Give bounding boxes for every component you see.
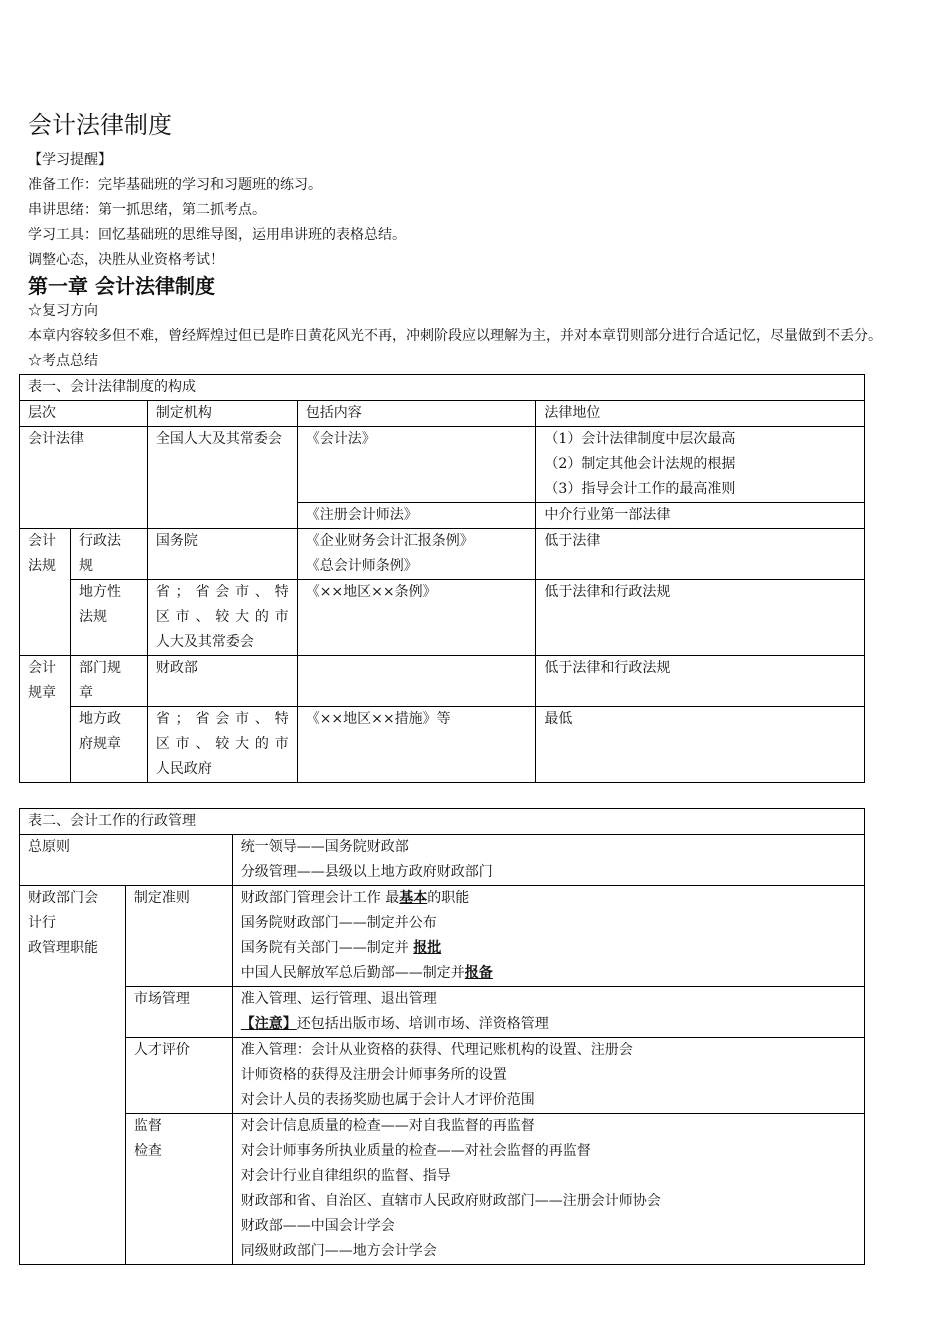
emphasis-text: 基本 <box>399 890 428 906</box>
group-line: 法规 <box>28 558 56 574</box>
summary-header: ☆考点总结 <box>28 353 98 369</box>
status-line: （2）制定其他会计法规的根据 <box>544 456 736 472</box>
cell-status: 中介行业第一部法律 <box>536 503 865 529</box>
content-line <box>241 961 856 986</box>
org-line: 人大及其常委会 <box>155 634 254 650</box>
group-line: 会计 <box>28 533 56 549</box>
chapter-title: 第一章 会计法律制度 <box>28 274 215 298</box>
reminder-line: 学习工具：回忆基础班的思维导图，运用串讲班的表格总结。 <box>28 227 406 243</box>
cell-sub <box>70 707 147 783</box>
reminder-line: 准备工作：完毕基础班的学习和习题班的练习。 <box>28 177 322 193</box>
text: 还包括出版市场、培训市场、洋资格管理 <box>296 1016 549 1032</box>
table-row <box>20 656 865 707</box>
table-row <box>20 707 865 783</box>
cell-content: 《××地区××措施》等 <box>297 707 536 783</box>
cell-content <box>232 987 864 1038</box>
sub-line: 规 <box>78 558 93 574</box>
cell-content <box>232 835 864 886</box>
org-line: 人民政府 <box>155 761 212 777</box>
cell-org <box>147 580 297 656</box>
document-page <box>28 108 918 1265</box>
column-header: 法律地位 <box>536 401 865 427</box>
cell-group <box>20 529 71 656</box>
cell-label <box>20 886 126 1265</box>
note-label: 【注意】 <box>240 1016 297 1032</box>
content-line: 对会计人员的表扬奖励也属于会计人才评价范围 <box>240 1092 535 1108</box>
cell-content <box>232 1038 864 1114</box>
text: 财政部门管理会计工作 最 <box>240 890 400 906</box>
content-line: 准入管理：会计从业资格的获得、代理记账机构的设置、注册会 <box>240 1042 633 1058</box>
sub-line: 法规 <box>78 609 107 625</box>
column-header: 制定机构 <box>147 401 297 427</box>
table-admin-management <box>19 808 865 1265</box>
label-line: 政管理职能 <box>28 940 98 956</box>
content-line: 统一领导——国务院财政部 <box>240 839 409 855</box>
content-line <box>241 936 856 961</box>
content-line: 计师资格的获得及注册会计师事务所的设置 <box>240 1067 507 1083</box>
org-line: 省；省会市、特 <box>155 711 289 727</box>
table-caption-row <box>20 809 865 835</box>
org-line: 区市、较大的市 <box>155 736 289 752</box>
content-line <box>241 1012 856 1037</box>
table-row <box>20 580 865 656</box>
cell-org: 全国人大及其常委会 <box>147 427 297 529</box>
table-row <box>20 1038 865 1114</box>
cell-sublabel: 制定准则 <box>125 886 232 987</box>
org-line: 省；省会市、特 <box>155 584 289 600</box>
cell-content <box>232 886 864 987</box>
org-line: 区市、较大的市 <box>155 609 289 625</box>
cell-content <box>232 1114 864 1265</box>
content-line: 分级管理——县级以上地方政府财政部门 <box>240 864 493 880</box>
content-line: 对会计信息质量的检查——对自我监督的再监督 <box>240 1118 535 1134</box>
emphasis-text: 报批 <box>413 940 442 956</box>
cell-sub <box>70 656 147 707</box>
cell-sublabel: 市场管理 <box>125 987 232 1038</box>
cell-status: 低于法律和行政法规 <box>536 656 865 707</box>
table-row <box>20 427 865 503</box>
sub-line: 地方政 <box>78 711 121 727</box>
label-line: 计行 <box>28 915 56 931</box>
content-line: 对会计师事务所执业质量的检查——对社会监督的再监督 <box>240 1143 591 1159</box>
cell-label: 总原则 <box>20 835 233 886</box>
table-row <box>20 1114 865 1265</box>
cell-content: 《会计法》 <box>297 427 536 503</box>
text: 的职能 <box>427 890 470 906</box>
label-line: 监督 <box>133 1118 162 1134</box>
cell-status <box>536 427 865 503</box>
emphasis-text: 报备 <box>464 965 493 981</box>
table-caption-row <box>20 375 865 401</box>
table-row <box>20 835 865 886</box>
text: 国务院有关部门——制定并 <box>240 940 414 956</box>
content-line: 财政部和省、自治区、直辖市人民政府财政部门——注册会计师协会 <box>240 1193 661 1209</box>
content-line: 《企业财务会计汇报条例》 <box>305 533 474 549</box>
content-line: 同级财政部门——地方会计学会 <box>240 1243 437 1259</box>
cell-level: 会计法律 <box>20 427 148 529</box>
review-text: 本章内容较多但不难，曾经辉煌过但已是昨日黄花风光不再，冲刺阶段应以理解为主，并对本章罚则部分进行合适记忆，尽量做到不丢分。 <box>28 328 882 344</box>
cell-content <box>297 529 536 580</box>
cell-content: 《注册会计师法》 <box>297 503 536 529</box>
cell-status: 低于法律和行政法规 <box>536 580 865 656</box>
cell-org: 国务院 <box>147 529 297 580</box>
cell-content <box>297 656 536 707</box>
table-row <box>20 529 865 580</box>
label-line: 财政部门会 <box>28 890 98 906</box>
cell-group <box>20 656 71 783</box>
content-line: 《总会计师条例》 <box>305 558 418 574</box>
table-header-row <box>20 401 865 427</box>
sub-line: 行政法 <box>78 533 121 549</box>
sub-line: 部门规 <box>78 660 121 676</box>
cell-sub <box>70 529 147 580</box>
table-row <box>20 987 865 1038</box>
status-line: （3）指导会计工作的最高准则 <box>544 481 736 497</box>
sub-line: 章 <box>78 685 93 701</box>
label-line: 检查 <box>133 1143 162 1159</box>
sub-line: 府规章 <box>78 736 121 752</box>
reminder-line: 串讲思绪：第一抓思绪，第二抓考点。 <box>28 202 266 218</box>
status-line: （1）会计法律制度中层次最高 <box>544 431 736 447</box>
text: 中国人民解放军总后勤部——制定并 <box>240 965 465 981</box>
group-line: 规章 <box>28 685 56 701</box>
table-caption: 表二、会计工作的行政管理 <box>20 809 865 835</box>
document-title: 会计法律制度 <box>28 111 172 139</box>
group-line: 会计 <box>28 660 56 676</box>
content-line <box>241 886 856 911</box>
cell-sublabel: 人才评价 <box>125 1038 232 1114</box>
reminder-header: 【学习提醒】 <box>28 152 112 168</box>
cell-org: 财政部 <box>147 656 297 707</box>
column-header: 层次 <box>20 401 148 427</box>
content-line: 对会计行业自律组织的监督、指导 <box>240 1168 451 1184</box>
sub-line: 地方性 <box>78 584 121 600</box>
column-header: 包括内容 <box>297 401 536 427</box>
content-line: 国务院财政部门——制定并公布 <box>240 915 437 931</box>
table-legal-structure <box>19 374 865 783</box>
reminder-line: 调整心态，决胜从业资格考试！ <box>28 252 224 268</box>
cell-org <box>147 707 297 783</box>
cell-sub <box>70 580 147 656</box>
cell-sublabel <box>125 1114 232 1265</box>
cell-status: 低于法律 <box>536 529 865 580</box>
cell-status: 最低 <box>536 707 865 783</box>
content-line: 财政部——中国会计学会 <box>240 1218 395 1234</box>
cell-content: 《××地区××条例》 <box>297 580 536 656</box>
review-header: ☆复习方向 <box>28 303 98 319</box>
table-row <box>20 886 865 987</box>
table-caption: 表一、会计法律制度的构成 <box>20 375 865 401</box>
content-line: 准入管理、运行管理、退出管理 <box>240 991 437 1007</box>
